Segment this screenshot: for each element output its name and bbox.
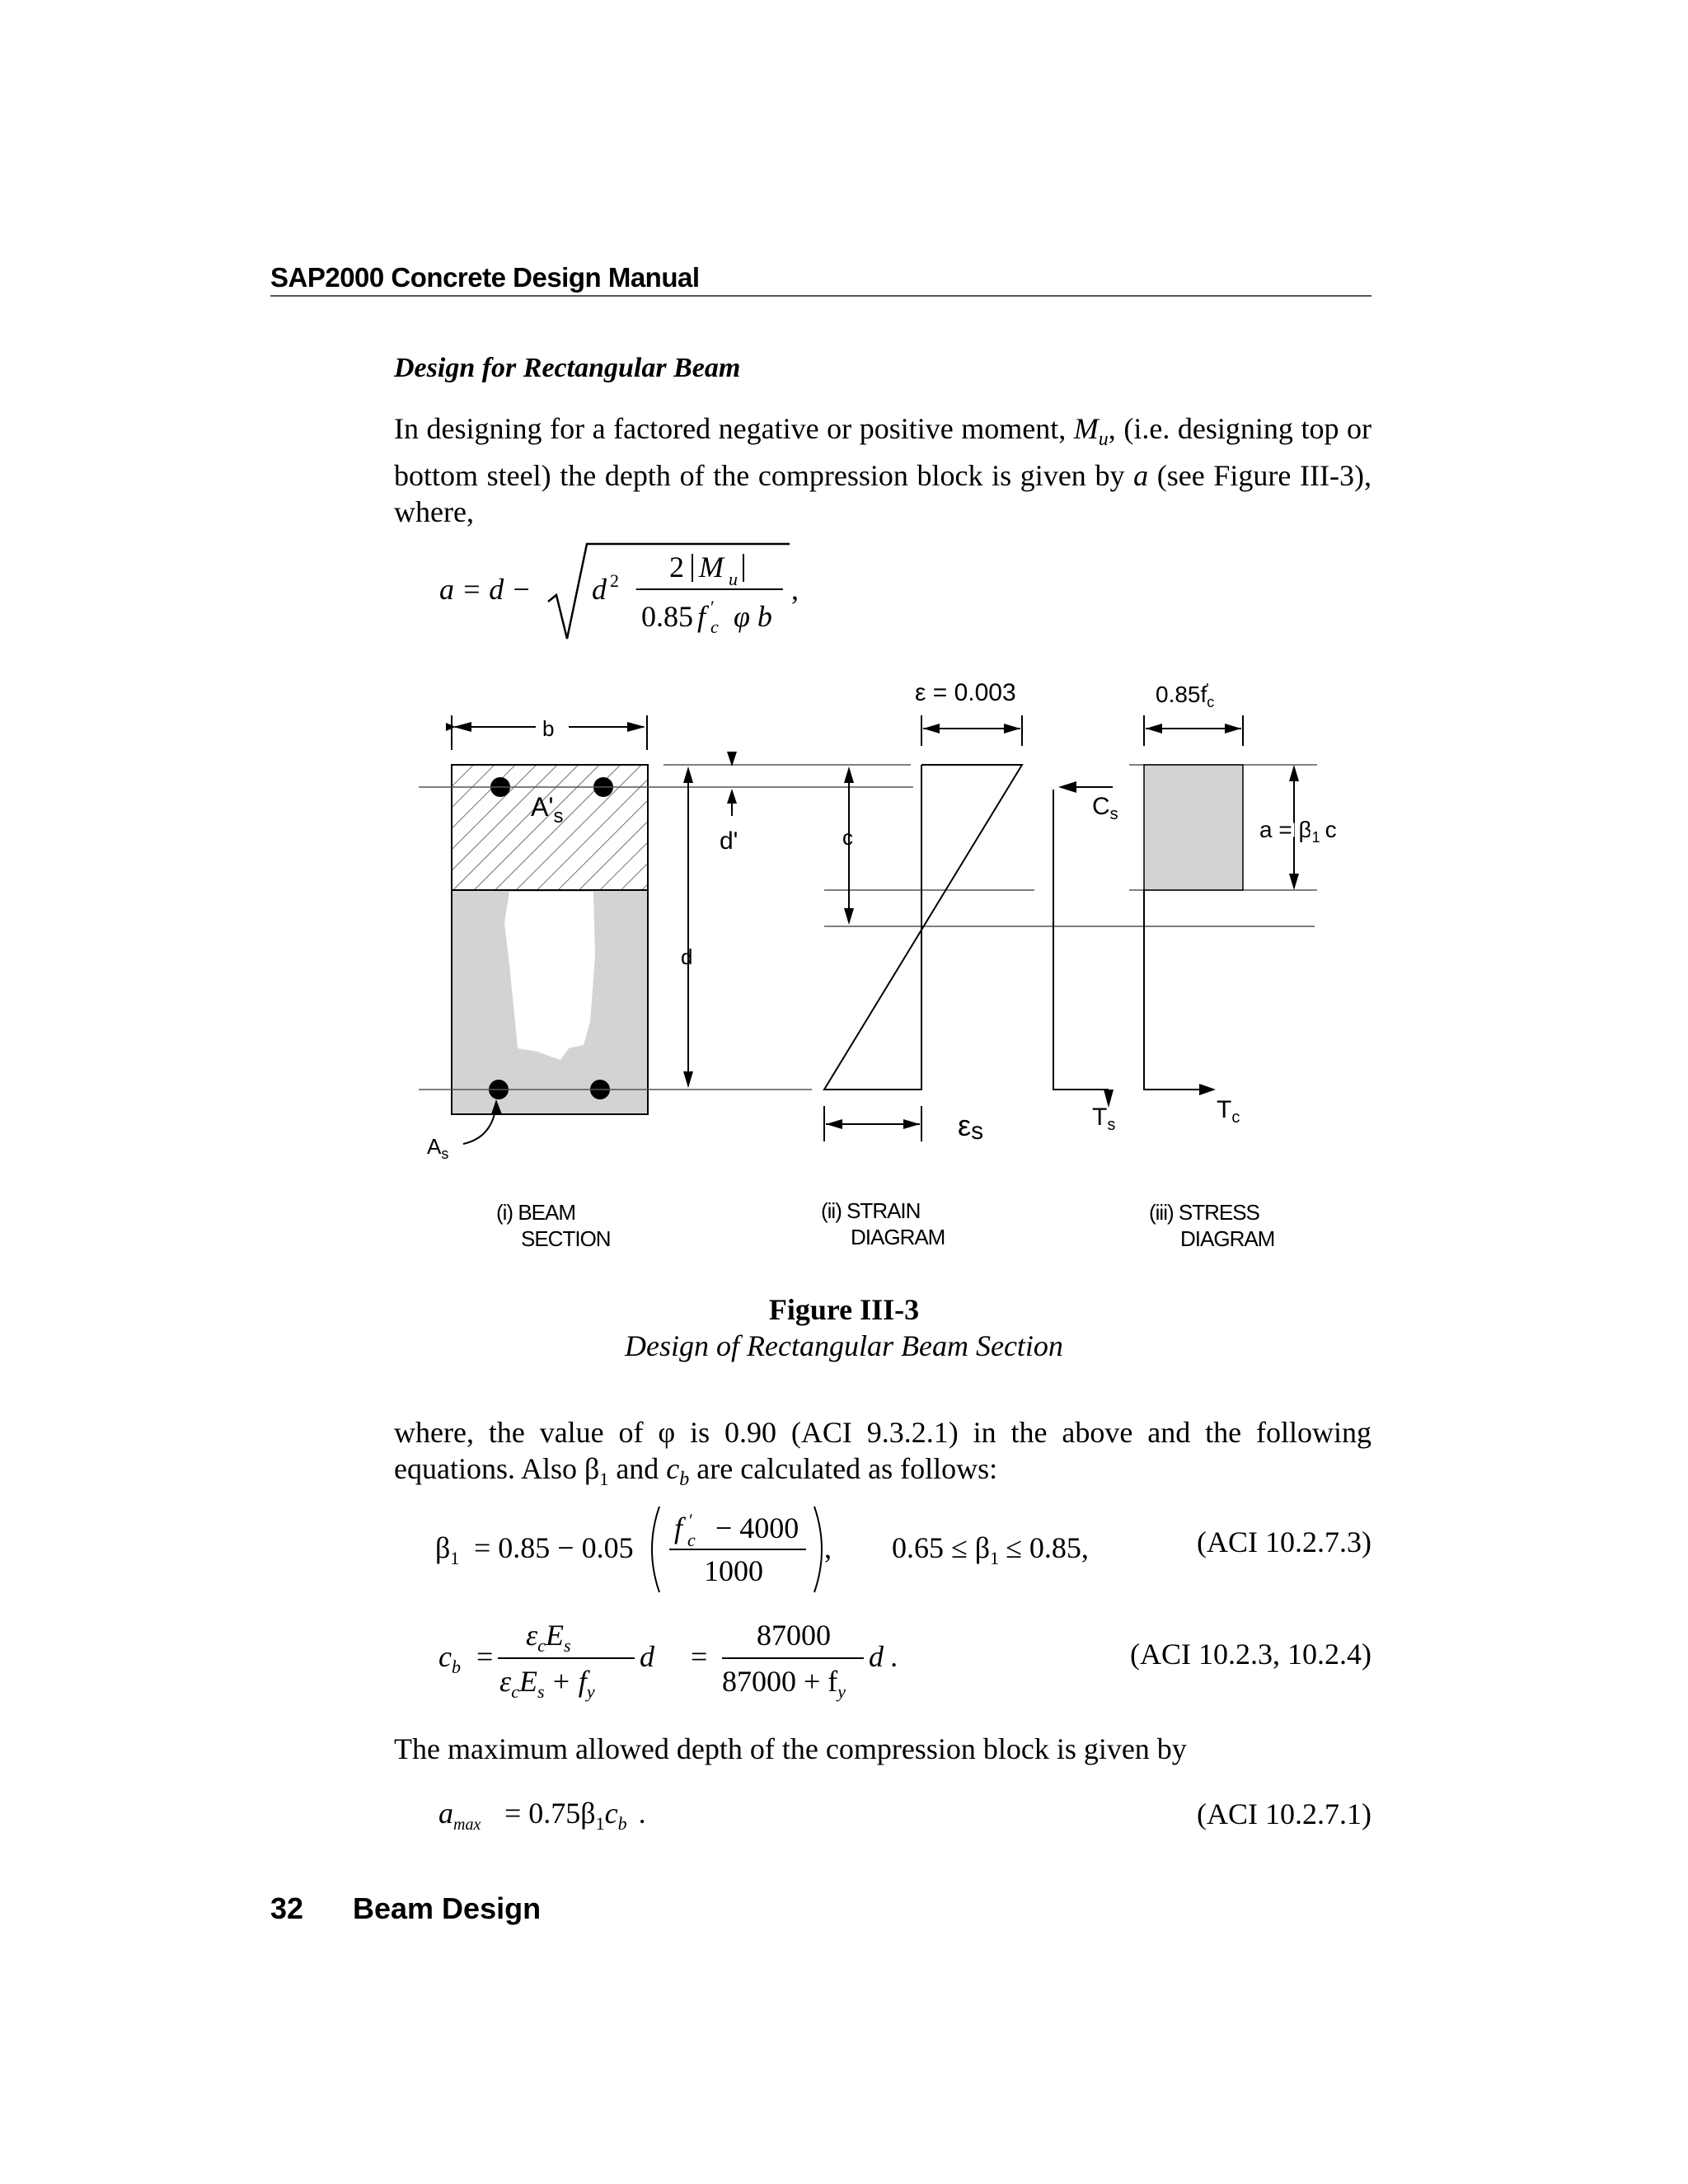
para2-c: c (666, 1452, 680, 1485)
eq-cb-lhs: $c_b$ (438, 1640, 461, 1677)
para1-text-2: , (i.e. designing top or bottom steel) the depth of the compression block is given by (394, 412, 1372, 493)
eq-a-den-sub: c (710, 616, 719, 637)
label-a-beta: $a = \beta_1$ c (1259, 817, 1337, 846)
para2-text-3: are calculated as follows: (689, 1452, 998, 1485)
para1-mu: M (1073, 412, 1099, 445)
paragraph-max-depth: The maximum allowed depth of the compression block is given by (394, 1732, 1187, 1765)
label-as-prime: $A'_s$ (531, 792, 564, 827)
para1-a: a (1133, 459, 1149, 493)
para2-text-2: and (608, 1452, 667, 1485)
eq-a-den-f: f (697, 600, 706, 633)
para1-text-3: (see Figure III-3), where, (394, 459, 1372, 529)
eq-a-lhs: a = d − (439, 573, 532, 606)
eq-beta-lhs: $\beta_1$ (435, 1531, 460, 1568)
eq-beta-num-rest: − 4000 (715, 1511, 799, 1544)
eq-a-minus-sign: − (635, 573, 652, 606)
figure-caption-subtitle: Design of Rectangular Beam Section (625, 1329, 1063, 1362)
label-cs: $C_s$ (1092, 793, 1118, 823)
label-strain-2: DIAGRAM (851, 1225, 945, 1249)
eq-beta-num-sub: c (687, 1530, 696, 1550)
eq-a-num-sub: u (729, 569, 738, 589)
label-strain-1: (ii) STRAIN (821, 1198, 921, 1223)
eq-a-comma: , (791, 573, 799, 606)
label-beam-section-2: SECTION (521, 1226, 611, 1251)
eq-a-sup2: 2 (610, 570, 619, 591)
eq-beta-num-prime: ′ (689, 1510, 693, 1530)
eq-a-num-m: M (699, 551, 724, 583)
eq-beta-den: 1000 (704, 1554, 763, 1587)
eq-cb-den1: $\varepsilon_cE_s + f_y$ (499, 1665, 595, 1702)
label-d: d (681, 944, 693, 969)
para2-sub1: 1 (599, 1469, 609, 1490)
eq-a-den-prime: ′ (710, 597, 715, 617)
eq-cb-ref: (ACI 10.2.3, 10.2.4) (1130, 1638, 1372, 1671)
eq-cb-eq2: = (691, 1640, 708, 1673)
eq-a-den-085: 0.85 (641, 600, 693, 633)
label-as: $A_s$ (427, 1134, 449, 1162)
section-heading: Design for Rectangular Beam (394, 353, 741, 383)
label-ts: $T_s$ (1092, 1104, 1116, 1134)
eq-cb-d1: d (640, 1640, 654, 1673)
eq-beta-num-f: f (674, 1511, 683, 1544)
label-stress-top: $0.85f_c'$ (1156, 681, 1215, 710)
eq-cb-num2: 87000 (757, 1619, 831, 1652)
footer-chapter-title: Beam Design (353, 1891, 542, 1925)
label-b: b (542, 716, 555, 741)
para1-text-1: In designing for a factored negative or positive moment, (394, 412, 1074, 445)
footer-page-number: 32 (270, 1891, 304, 1925)
para2-text-1: where, the value of φ is 0.90 (ACI 9.3.2.1) in the above and the following equations. Also β (394, 1416, 1372, 1485)
eq-a-num-2: 2 (669, 551, 684, 583)
eq-beta-ref: (ACI 10.2.7.3) (1197, 1526, 1372, 1558)
eq-cb-d2: d . (869, 1640, 898, 1673)
label-eps-s: εs (958, 1108, 984, 1145)
eq-beta-eq: = 0.85 − 0.05 (474, 1531, 634, 1564)
eq-amax-lhs: $a_{max}$ (438, 1797, 481, 1834)
label-beam-section-1: (i) BEAM (496, 1200, 575, 1225)
eq-amax-eq: = $0.75\beta_1c_b$ . (504, 1797, 646, 1834)
label-stress-1: (iii) STRESS (1149, 1200, 1259, 1225)
label-stress-2: DIAGRAM (1180, 1226, 1275, 1251)
figure-caption-title: Figure III-3 (768, 1293, 920, 1326)
eq-beta-range: $0.65 \le \beta_1 \le 0.85$, (892, 1531, 1089, 1568)
eq-a-den-rest: φ b (734, 600, 772, 633)
label-tc: $T_c$ (1217, 1096, 1240, 1127)
running-header-title: SAP2000 Concrete Design Manual (270, 262, 700, 293)
eq-cb-num1: $\varepsilon_cE_s$ (526, 1619, 571, 1656)
eq-a-d: d (592, 573, 607, 606)
eq-cb-eq1: = (476, 1640, 494, 1673)
eq-cb-den2: $87000 + f_y$ (722, 1665, 846, 1702)
label-c: c (842, 825, 853, 850)
para2-csub: b (679, 1469, 690, 1491)
eq-amax-ref: (ACI 10.2.7.1) (1197, 1797, 1372, 1830)
para1-mu-sub: u (1098, 429, 1109, 451)
label-eps-top: ε = 0.003 (915, 679, 1016, 706)
eq-beta-comma: , (824, 1531, 832, 1564)
label-d-prime: d' (720, 827, 738, 855)
